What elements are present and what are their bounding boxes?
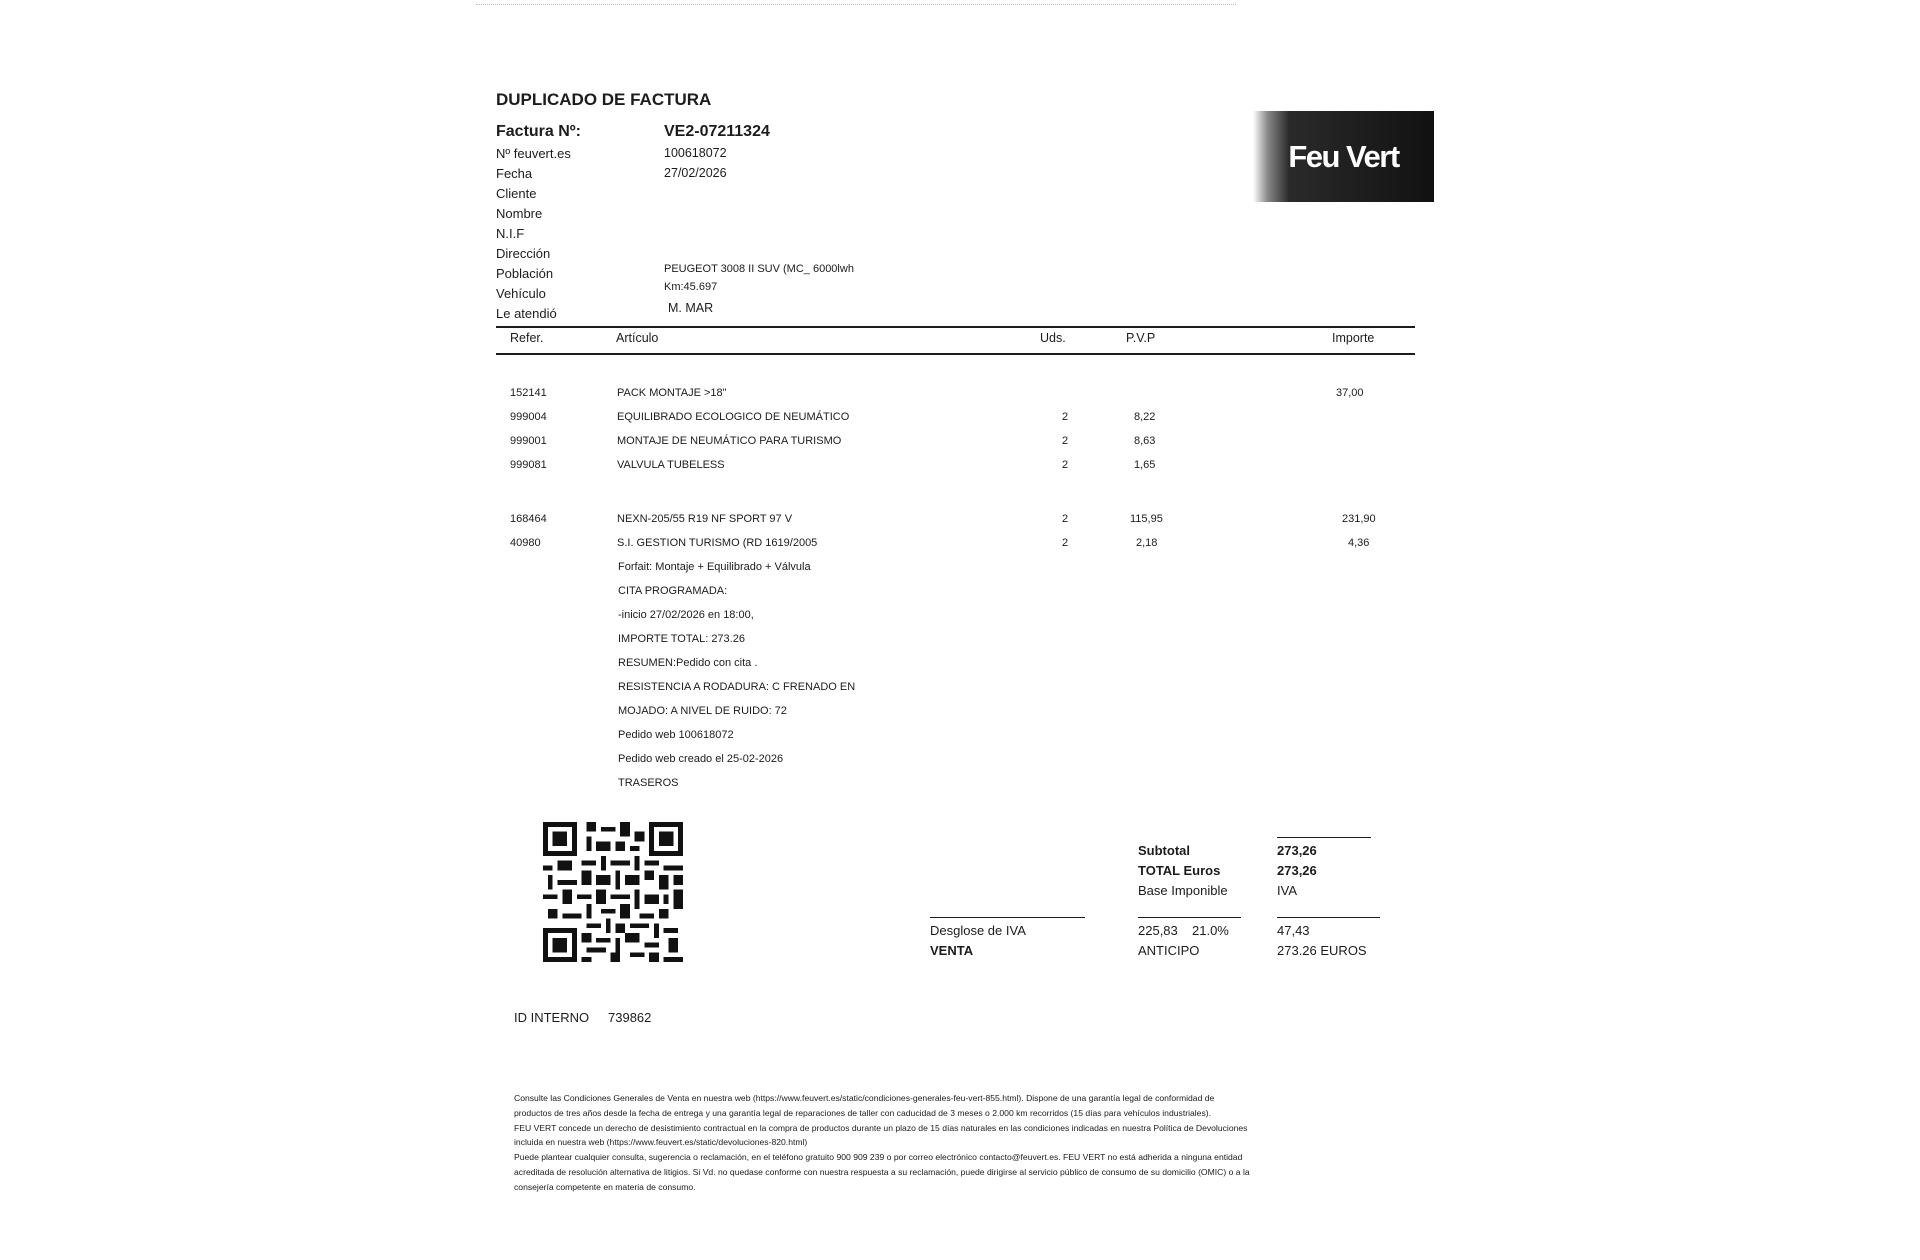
col-article: Artículo bbox=[616, 331, 659, 345]
note-line: -inicio 27/02/2026 en 18:00, bbox=[618, 609, 754, 621]
footer-paragraph: Puede plantear cualquier consulta, sugerencia o reclamación, en el teléfono gratuito 900 909 239 o por correo electrónico contacto@feuvert.es. FEU VERT no está adherida a ninguna entidad acreditada de resolución alternativa de litigios. Si Vd. no quedase conforme con nuestra respuesta a su reclamación, puede dirigirse al servicio público de consumo de su domicilio (OMIC) o a la consejería competente en materia de consumo. bbox=[514, 1152, 1250, 1192]
city-label: Población bbox=[496, 266, 554, 281]
note-line: CITA PROGRAMADA: bbox=[618, 585, 728, 597]
nif-label: N.I.F bbox=[496, 226, 525, 241]
table-header-rule bbox=[496, 353, 1415, 355]
note-line: Pedido web creado el 25-02-2026 bbox=[618, 753, 784, 765]
row-uds: 2 bbox=[1062, 537, 1069, 549]
note-line: IMPORTE TOTAL: 273.26 bbox=[618, 633, 745, 645]
iva-rate: 21.0% bbox=[1192, 923, 1229, 938]
row-importe: 37,00 bbox=[1336, 387, 1364, 399]
row-pvp: 2,18 bbox=[1136, 537, 1158, 549]
col-pvp: P.V.P bbox=[1126, 331, 1156, 345]
row-pvp: 1,65 bbox=[1134, 459, 1156, 471]
attended-value: M. MAR bbox=[668, 301, 714, 315]
row-article: MONTAJE DE NEUMÁTICO PARA TURISMO bbox=[617, 435, 842, 447]
subtotal-label: Subtotal bbox=[1138, 843, 1190, 858]
row-article: NEXN-205/55 R19 NF SPORT 97 V bbox=[617, 513, 793, 525]
subtotal-value: 273,26 bbox=[1277, 843, 1317, 858]
base-label: Base Imponible bbox=[1138, 883, 1228, 898]
row-pvp: 115,95 bbox=[1130, 513, 1163, 525]
row-importe: 4,36 bbox=[1348, 537, 1370, 549]
footer-paragraph: Consulte las Condiciones Generales de Venta en nuestra web (https://www.feuvert.es/static/condiciones-generales-feu-vert-855.html). Dispone de una garantía legal de conformidad de productos de tres años desde la fecha de entrega y una garantía legal de reparaciones de taller con caducidad de 3 meses o 2.000 km recorridos (15 días para vehículos industriales). bbox=[514, 1093, 1215, 1118]
vehicle-label: Vehículo bbox=[496, 286, 546, 301]
address-label: Dirección bbox=[496, 246, 551, 261]
anticipo-label: ANTICIPO bbox=[1138, 943, 1200, 958]
subtotal-rule bbox=[1277, 837, 1371, 838]
row-article: EQUILIBRADO ECOLOGICO DE NEUMÁTICO bbox=[617, 411, 850, 423]
note-line: Forfait: Montaje + Equilibrado + Válvula bbox=[618, 561, 811, 573]
note-line: RESUMEN:Pedido con cita . bbox=[618, 657, 758, 669]
row-ref: 40980 bbox=[510, 537, 541, 549]
feu-vert-logo bbox=[1253, 111, 1434, 202]
row-uds: 2 bbox=[1062, 459, 1069, 471]
col-ref: Refer. bbox=[510, 331, 544, 345]
col-uds: Uds. bbox=[1040, 331, 1066, 345]
total-label: TOTAL Euros bbox=[1138, 863, 1221, 878]
row-uds: 2 bbox=[1062, 513, 1069, 525]
invoice-number-label: Factura Nº: bbox=[496, 123, 581, 140]
row-article: VALVULA TUBELESS bbox=[617, 459, 725, 471]
row-uds: 2 bbox=[1062, 411, 1069, 423]
venta-label: VENTA bbox=[930, 943, 974, 958]
legal-footer bbox=[514, 1091, 1254, 1195]
note-line: Pedido web 100618072 bbox=[618, 729, 734, 741]
row-article: PACK MONTAJE >18" bbox=[617, 387, 727, 399]
row-pvp: 8,22 bbox=[1134, 411, 1156, 423]
brand-wordmark: Feu Vert bbox=[1288, 138, 1399, 174]
note-line: RESISTENCIA A RODADURA: C FRENADO EN bbox=[618, 681, 856, 693]
base-value: 225,83 bbox=[1138, 923, 1178, 938]
scan-artifact-line bbox=[476, 4, 1236, 11]
iva-label: IVA bbox=[1277, 883, 1297, 898]
footer-paragraph: FEU VERT concede un derecho de desistimiento contractual en la compra de productos durante un plazo de 15 días naturales en las condiciones indicadas en nuestra Política de Devoluciones incluida en nuestra web (https://www.feuvert.es/static/devoluciones-820.html) bbox=[514, 1122, 1248, 1148]
web-order-label: Nº feuvert.es bbox=[496, 146, 571, 161]
col-importe: Importe bbox=[1332, 331, 1375, 345]
document-title: DUPLICADO DE FACTURA bbox=[496, 90, 712, 109]
city-value: PEUGEOT 3008 II SUV (MC_ 6000lwh bbox=[664, 263, 854, 275]
invoice-number-value: VE2-07211324 bbox=[664, 123, 770, 140]
row-pvp: 8,63 bbox=[1134, 435, 1156, 447]
internal-id-value: 739862 bbox=[608, 1010, 652, 1025]
internal-id-label: ID INTERNO bbox=[514, 1010, 590, 1025]
vehicle-value: Km:45.697 bbox=[664, 281, 718, 293]
anticipo-value: 273.26 EUROS bbox=[1277, 943, 1367, 958]
row-ref: 999001 bbox=[510, 435, 547, 447]
row-article: S.I. GESTION TURISMO (RD 1619/2005 bbox=[617, 537, 818, 549]
date-label: Fecha bbox=[496, 166, 533, 181]
row-ref: 168464 bbox=[510, 513, 547, 525]
table-top-rule bbox=[496, 326, 1415, 328]
row-ref: 999004 bbox=[510, 411, 547, 423]
name-label: Nombre bbox=[496, 206, 543, 221]
attended-label: Le atendió bbox=[496, 306, 557, 321]
desglose-label: Desglose de IVA bbox=[930, 923, 1026, 938]
client-label: Cliente bbox=[496, 186, 537, 201]
iva-rule bbox=[1277, 917, 1380, 918]
total-value: 273,26 bbox=[1277, 863, 1317, 878]
iva-value: 47,43 bbox=[1277, 923, 1310, 938]
row-ref: 152141 bbox=[510, 387, 547, 399]
row-ref: 999081 bbox=[510, 459, 547, 471]
web-order-value: 100618072 bbox=[664, 146, 727, 160]
desglose-rule bbox=[930, 917, 1085, 918]
row-uds: 2 bbox=[1062, 435, 1069, 447]
base-rule bbox=[1138, 917, 1241, 918]
note-line: MOJADO: A NIVEL DE RUIDO: 72 bbox=[618, 705, 787, 717]
date-value: 27/02/2026 bbox=[664, 166, 727, 180]
qr-code bbox=[543, 822, 683, 962]
note-line: TRASEROS bbox=[618, 777, 679, 789]
row-importe: 231,90 bbox=[1342, 513, 1376, 525]
